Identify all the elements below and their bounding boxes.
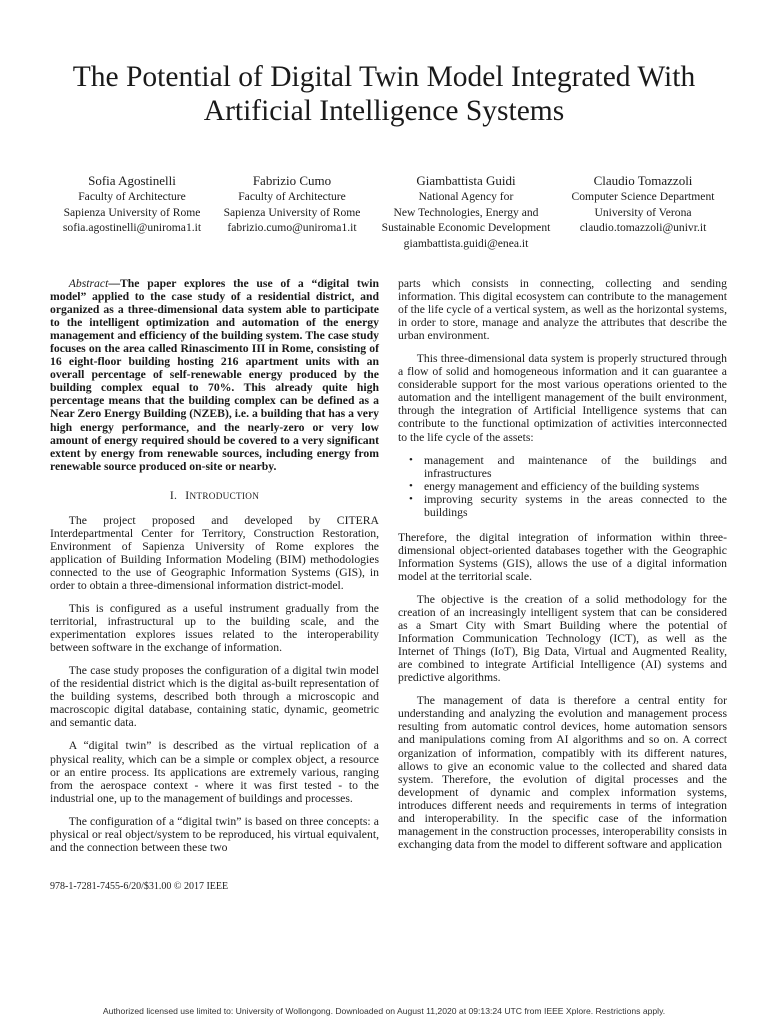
bullet-icon: • — [409, 492, 413, 505]
list-item-text: management and maintenance of the buildings and infrastructures — [424, 453, 727, 480]
author-affiliation: Sapienza University of Rome — [63, 205, 201, 219]
author-affiliation: Faculty of Architecture — [78, 190, 186, 203]
download-footer: Authorized licensed use limited to: University of Wollongong. Downloaded on August 11,2020 at 09:13:24 UTC from IEEE Xplore. Restrictions apply. — [102, 1006, 666, 1016]
paragraph: Therefore, the digital integration of information within three-dimensional object-oriented databases together with the Geographic Information Systems (GIS), allows the use of a digital information model at the territorial scale. — [398, 530, 727, 583]
author-affiliation: Faculty of Architecture — [238, 190, 346, 203]
bullet-icon: • — [409, 479, 413, 492]
asset-bullet-list — [398, 454, 727, 519]
author-affiliation: National Agency for — [418, 190, 514, 203]
author-email: fabrizio.cumo@uniroma1.it — [227, 221, 357, 235]
paragraph: The case study proposes the configuration of a digital twin model of the residential district which is the digital as-built representation of the building systems, described both through a microscopic and macroscopic digital database, containing static, dynamic, geometric and semantic data. — [50, 664, 379, 730]
author-email: sofia.agostinelli@uniroma1.it — [62, 221, 202, 235]
section-title-rest: NTRODUCTION — [189, 490, 260, 501]
author-name: Sofia Agostinelli — [88, 173, 176, 188]
author-email: giambattista.guidi@enea.it — [403, 236, 529, 250]
copyright-notice: 978-1-7281-7455-6/20/$31.00 © 2017 IEEE — [50, 881, 229, 892]
section-number: I. — [169, 488, 178, 502]
section-title-initial: I — [185, 488, 190, 502]
author-affiliation: New Technologies, Energy and — [393, 205, 539, 219]
section-heading-introduction — [50, 489, 379, 503]
author-2 — [217, 172, 367, 236]
paragraph: The configuration of a “digital twin” is based on three concepts: a physical or real object/system to be reproduced, his virtual equivalent, and the connection between these two — [50, 814, 379, 854]
right-column — [398, 277, 727, 861]
list-item — [409, 453, 727, 480]
paragraph: This is configured as a useful instrument gradually from the territorial, infrastructural up to the building scale, and the experimentation explores issues related to the interoperability between software in the exchange of information. — [50, 602, 379, 655]
title-line-1: The Potential of Digital Twin Model Integrated With — [72, 61, 696, 93]
bullet-icon: • — [409, 453, 413, 466]
list-item — [409, 479, 727, 493]
abstract — [50, 277, 379, 473]
author-name: Giambattista Guidi — [416, 173, 516, 188]
author-name: Fabrizio Cumo — [252, 173, 332, 188]
author-email: claudio.tomazzoli@univr.it — [579, 221, 707, 235]
paragraph: parts which consists in connecting, collecting and sending information. This digital ecosystem can contribute to the management of the life cycle of a vertical system, as well as the horizontal systems, in order to store, manage and analyze the attributes that describe the urban environment. — [398, 277, 727, 343]
paragraph: The project proposed and developed by CITERA Interdepartmental Center for Territory, Construction Restoration, Environment of Sapienza University of Rome explores the application of Building Information Modeling (BIM) methodologies connected to the use of Geographic Information Systems (GIS), in order to obtain a three-dimensional information district-model. — [50, 513, 379, 592]
author-1 — [57, 172, 207, 236]
author-name: Claudio Tomazzoli — [593, 173, 693, 188]
paragraph: The objective is the creation of a solid methodology for the creation of an increasingly intelligent system that can be considered as a Smart City with Smart Building where the potential of Information Communication Technology (ICT), as well as the Internet of Things (IoT), Big Data, Virtual and Augmented Reality, are combined to integrate Artificial Intelligence (AI) systems and predictive algorithms. — [398, 592, 727, 685]
author-affiliation: Sustainable Economic Development — [381, 221, 551, 235]
list-item — [409, 492, 727, 519]
author-3 — [370, 172, 562, 251]
author-affiliation: Computer Science Department — [571, 190, 715, 203]
list-item-text: energy management and efficiency of the building systems — [424, 479, 700, 493]
author-affiliation: Sapienza University of Rome — [223, 205, 361, 219]
paragraph: This three-dimensional data system is properly structured through a flow of solid and homogeneous information and it can guarantee a considerable support for the most various operations oriented to the automation and the intelligent management of the built environment, through the integration of Artificial Intelligence systems that can contribute to the functional optimization of activities interconnected to the life cycle of the assets: — [398, 352, 727, 444]
author-4 — [564, 172, 722, 236]
left-column — [50, 277, 379, 864]
list-item-text: improving security systems in the areas connected to the buildings — [424, 492, 727, 519]
paragraph: The management of data is therefore a central entity for understanding and analyzing the evolution and management process resulting from automatic control devices, home automation sensors and manipulations coming from AI algorithms and so on. A correct organization of information, compatibly with its different natures, allows to give an economic value to the collected and shared data system. Therefore, the evolution of digital processes and the development of dynamic and complex information systems, introduces different needs and requirements in terms of integration and interoperability. In the specific case of the information management in the construction processes, interoperability consists in exchanging data from the model to different software and application — [398, 694, 727, 851]
title-line-2: Artificial Intelligence Systems — [203, 95, 565, 127]
paper-title — [30, 60, 738, 128]
abstract-label: Abstract — [68, 277, 109, 290]
paragraph: A “digital twin” is described as the virtual replication of a physical reality, which can be a simple or complex object, a resource or an entire process. Its applications are extremely various, ranging from the aerospace context - where it was first tested - to the industrial one, up to the management of buildings and processes. — [50, 739, 379, 805]
abstract-text: —The paper explores the use of a “digital twin model” applied to the case study of a residential district, and organized as a three-dimensional data system able to participate to the intelligent optimization and automation of the energy management and efficiency of the building system. The case study focuses on the area called Rinascimento III in Rome, consisting of 16 eight-floor building hosting 216 apartment units with an overall percentage of self-renewable energy produced by the building complex equal to 70%. This already quite high percentage means that the building complex can be defined as a Near Zero Energy Building (NZEB), i.e. a building that has a very high energy performance, and the nearly-zero or very low amount of energy required should be covered to a very significant extent by energy from renewable sources, including energy from renewable source produced on-site or nearby. — [50, 277, 379, 473]
author-affiliation: University of Verona — [594, 205, 692, 219]
